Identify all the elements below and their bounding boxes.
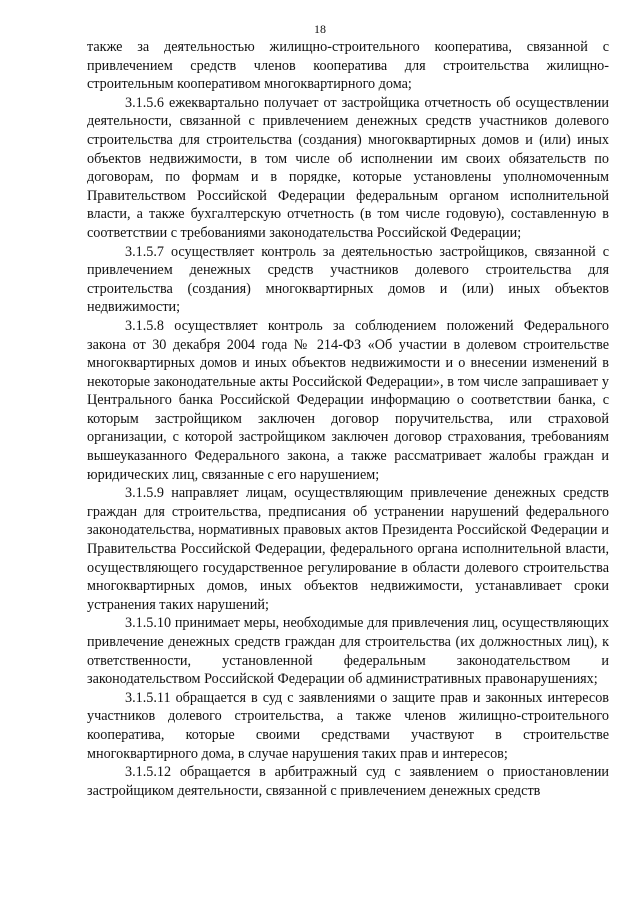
document-body [87,38,609,800]
paragraph-3-1-5-7: 3.1.5.7 осуществляет контроль за деятельностью застройщиков, связанной с привлечением денежных средств участников долевого строительства для строительства (создания) многоквартирных домов и (или) иных объектов недвижимости; [87,243,609,316]
page-number: 18 [314,22,326,36]
paragraph-3-1-5-8: 3.1.5.8 осуществляет контроль за соблюдением положений Федерального закона от 30 декабря 2004 года № 214-ФЗ «Об участии в долевом строительстве многоквартирных домов и иных объектов недвижимости и о внесении изменений в некоторые законодательные акты Российской Федерации», в том числе запрашивает у Центрального банка Российской Федерации информацию о соответствии банка, с которым застройщиком заключен договор поручительства, или страховой организации, с которой застройщиком заключен договор страхования, требованиям вышеуказанного Федерального закона, а также рассматривает жалобы граждан и юридических лиц, связанные с его нарушением; [87,317,609,483]
paragraph-3-1-5-10: 3.1.5.10 принимает меры, необходимые для привлечения лиц, осуществляющих привлечение денежных средств граждан для строительства (их должностных лиц), к ответственности, установленной федеральным законодательством и законодательством Российской Федерации об административных правонарушениях; [87,615,609,688]
paragraph-3-1-5-12: 3.1.5.12 обращается в арбитражный суд с заявлением о приостановлении застройщиком деятельности, связанной с привлечением денежных средств [87,764,609,799]
paragraph-3-1-5-9: 3.1.5.9 направляет лицам, осуществляющим привлечение денежных средств граждан для строительства, предписания об устранении нарушений федерального законодательства, нормативных правовых актов Президента Российской Федерации и Правительства Российской Федерации, федерального органа исполнительной власти, осуществляющего государственное регулирование в области долевого строительства многоквартирных домов, иных объектов недвижимости, устанавливает сроки устранения таких нарушений; [87,485,609,613]
paragraph-3-1-5-6: 3.1.5.6 ежеквартально получает от застройщика отчетность об осуществлении деятельности, связанной с привлечением денежных средств участников долевого строительства для строительства (создания) многоквартирных домов и (или) иных объектов недвижимости, в том числе об исполнении им своих обязательств по договорам, по формам и в порядке, которые установлены уполномоченным Правительством Российской Федерации федеральным органом исполнительной власти, а также бухгалтерскую отчетность (в том числе годовую), составленную в соответствии с требованиями законодательства Российской Федерации; [87,94,609,241]
paragraph-continuation: также за деятельностью жилищно-строительного кооператива, связанной с привлечением средств членов кооператива для строительства жилищно-строительным кооперативом многоквартирного дома; [87,39,609,93]
paragraph-3-1-5-11: 3.1.5.11 обращается в суд с заявлениями о защите прав и законных интересов участников долевого строительства, а также членов жилищно-строительного кооператива, которые своими средствами участвуют в строительстве многоквартирного дома, в случае нарушения таких прав и интересов; [87,689,609,762]
